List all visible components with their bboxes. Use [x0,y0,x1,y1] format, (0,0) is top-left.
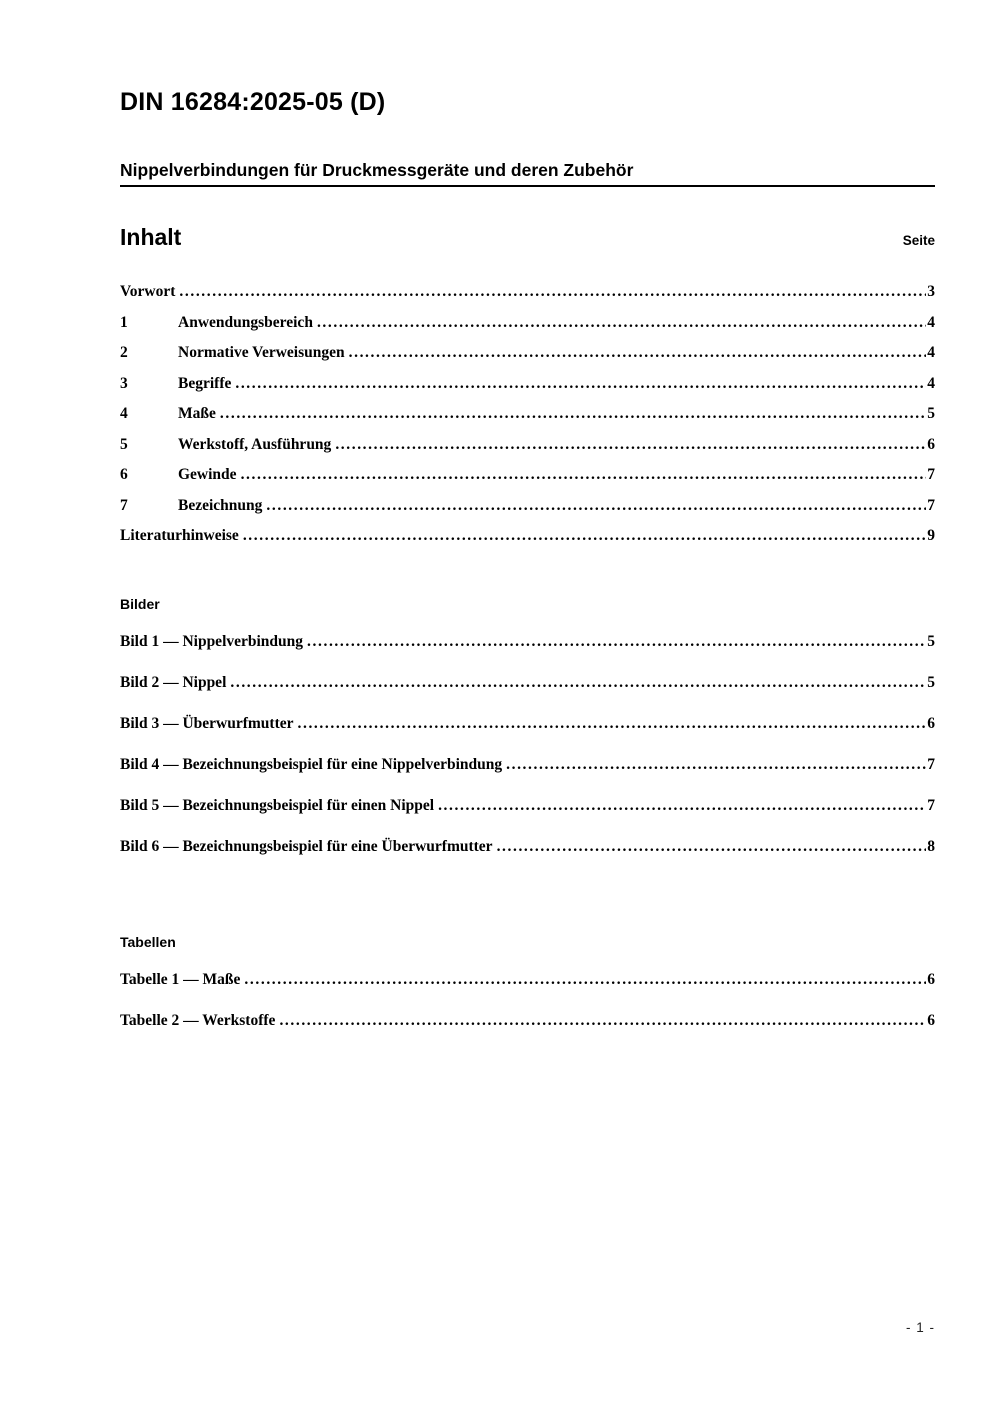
toc-leader-dots [349,338,927,369]
table-entry-tabelle-2[interactable] [120,1000,935,1041]
figures-section-heading: Bilder [120,595,160,612]
toc-entry-label: Literaturhinweise [120,527,239,544]
toc-entry-label: Normative Verweisungen [178,344,345,361]
toc-entry-label: Anwendungsbereich [178,313,313,331]
toc-entry-bezeichnung[interactable] [120,491,935,522]
figure-entry-label: Bild 4 — Bezeichnungsbeispiel für eine Nippelverbindung [120,755,503,773]
toc-entry-number: 3 [120,374,128,392]
figure-entry-label: Bild 2 — Nippel [120,673,227,691]
figure-entry-label: Bild 6 — Bezeichnungsbeispiel für eine Überwurfmutter [120,837,493,855]
toc-entry-page: 4 [927,374,935,392]
toc-entry-page: 3 [927,283,935,300]
toc-section-list [120,277,935,552]
toc-leader-dots [506,744,926,785]
figure-entry-page: 8 [927,837,935,855]
document-page [120,88,935,1041]
toc-leader-dots [230,662,926,703]
toc-entry-page: 7 [927,496,935,514]
toc-entry-gewinde[interactable] [120,460,935,491]
table-entry-label: Tabelle 2 — Werkstoffe [120,1011,276,1029]
toc-entry-page: 9 [927,527,935,544]
figure-entry-page: 7 [927,796,935,814]
document-title: Nippelverbindungen für Druckmessgeräte und deren Zubehör [120,161,935,187]
figure-entry-label: Bild 1 — Nippelverbindung [120,632,304,650]
figure-entry-bild-4[interactable] [120,744,935,785]
figure-entry-page: 5 [927,673,935,691]
figure-entry-bild-2[interactable] [120,662,935,703]
toc-entry-begriffe[interactable] [120,369,935,400]
table-entry-page: 6 [927,1011,935,1029]
figures-list [120,621,935,867]
table-entry-tabelle-1[interactable] [120,959,935,1000]
figure-entry-label: Bild 3 — Überwurfmutter [120,714,294,732]
toc-entry-vorwort[interactable] [120,277,935,308]
figure-entry-bild-3[interactable] [120,703,935,744]
figure-entry-page: 5 [927,632,935,650]
toc-entry-label: Vorwort [120,283,176,300]
toc-entry-number: 6 [120,466,128,483]
toc-leader-dots [335,430,926,461]
toc-entry-number: 7 [120,496,128,514]
toc-leader-dots [243,521,926,552]
figure-entry-label: Bild 5 — Bezeichnungsbeispiel für einen Nippel [120,796,435,814]
toc-entry-number: 2 [120,344,128,361]
toc-leader-dots [266,491,926,522]
toc-entry-page: 7 [927,466,935,483]
toc-entry-label: Werkstoff, Ausführung [178,435,332,453]
toc-entry-masse[interactable] [120,399,935,430]
toc-leader-dots [317,308,926,339]
toc-entry-literaturhinweise[interactable] [120,521,935,552]
toc-entry-number: 1 [120,313,128,331]
toc-entry-page: 4 [927,344,935,361]
toc-leader-dots [241,460,927,491]
toc-entry-page: 4 [927,313,935,331]
figure-entry-page: 6 [927,714,935,732]
table-entry-page: 6 [927,970,935,988]
page-number-footer: - 1 - [905,1320,935,1335]
toc-leader-dots [179,277,926,308]
figure-entry-page: 7 [927,755,935,773]
toc-entry-label: Bezeichnung [178,496,263,514]
toc-entry-label: Begriffe [178,374,232,392]
figure-entry-bild-5[interactable] [120,785,935,826]
toc-entry-page: 5 [927,405,935,422]
toc-entry-label: Gewinde [178,466,237,483]
toc-leader-dots [298,703,927,744]
doc-number-heading: DIN 16284:2025-05 (D) [120,88,386,116]
toc-entry-normative-verweisungen[interactable] [120,338,935,369]
tables-list [120,959,935,1041]
toc-entry-label: Maße [178,405,216,422]
toc-leader-dots [244,959,926,1000]
toc-leader-dots [438,785,926,826]
toc-leader-dots [279,1000,926,1041]
page-column-label: Seite [902,233,935,248]
tables-section-heading: Tabellen [120,933,176,950]
toc-leader-dots [235,369,926,400]
toc-entry-number: 5 [120,435,128,453]
table-entry-label: Tabelle 1 — Maße [120,970,241,988]
toc-leader-dots [220,399,926,430]
contents-heading: Inhalt [120,224,182,250]
figure-entry-bild-6[interactable] [120,826,935,867]
toc-leader-dots [497,826,927,867]
toc-entry-number: 4 [120,405,128,422]
figure-entry-bild-1[interactable] [120,621,935,662]
toc-entry-werkstoff-ausfuehrung[interactable] [120,430,935,461]
contents-header-row [120,225,935,250]
toc-entry-page: 6 [927,435,935,453]
toc-leader-dots [307,621,926,662]
toc-entry-anwendungsbereich[interactable] [120,308,935,339]
